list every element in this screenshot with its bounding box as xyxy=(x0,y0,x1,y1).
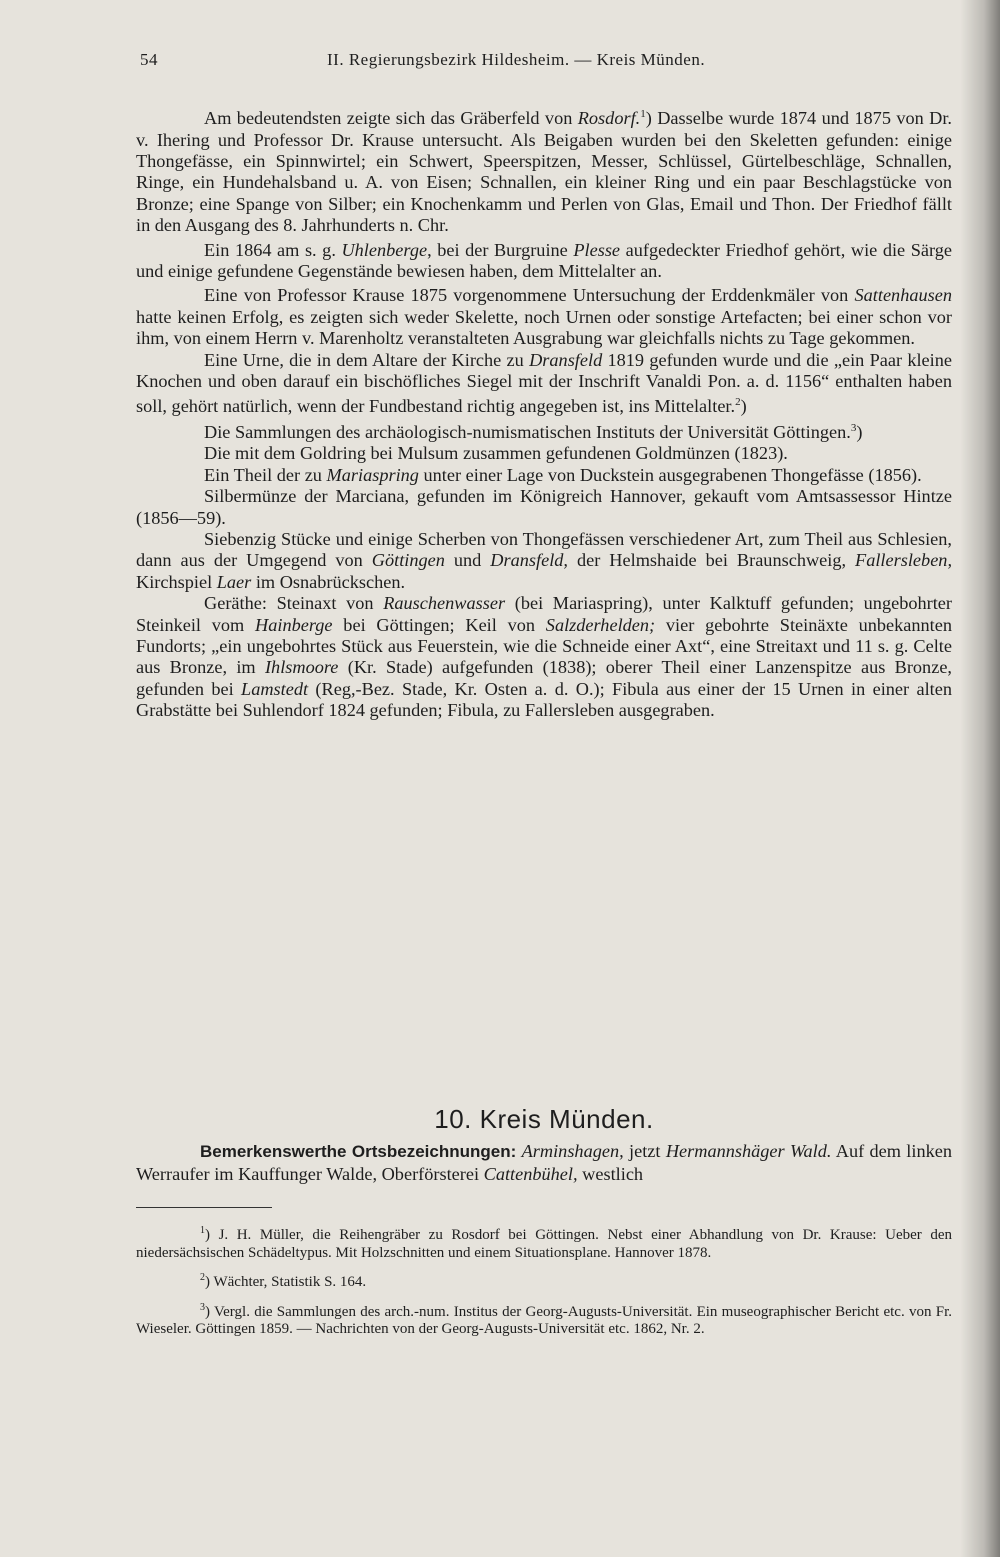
main-text xyxy=(136,104,952,722)
footnote-rule xyxy=(136,1207,272,1208)
text-span: Silbermünze der Marciana, gefunden im Königreich Hannover, gekauft vom Amtsassessor Hintze (1856—59). xyxy=(136,486,952,528)
place-name: Rosdorf. xyxy=(577,108,641,129)
footnote-ref: 1 xyxy=(640,108,646,120)
text-span: (Kr. Stade) aufgefunden (1838); oberer Theil einer Lanzenspitze aus Bronze, gefunden bei xyxy=(136,657,952,699)
page-edge-shadow xyxy=(960,0,1000,1557)
footnote-mark: 2 xyxy=(200,1272,205,1283)
footnote-mark: 3 xyxy=(200,1301,205,1313)
text-span: , bei der Burgruine xyxy=(427,239,574,260)
footnote-text: ) J. H. Müller, die Reihengräber zu Rosdorf bei Göttingen. Nebst einer Abhandlung von Dr. Krause: Ueber den niedersächsischen Schädeltypus. Mit Holzschnitten und einem Situationsplane. Hannover 1878. xyxy=(136,1227,952,1261)
place-name: Dransfeld xyxy=(529,349,603,370)
text-span: Die Sammlungen des archäologisch-numismatischen Instituts der Universität Göttingen. xyxy=(204,421,851,442)
footnote-2 xyxy=(136,1269,952,1292)
running-title: II. Regierungsbezirk Hildesheim. — Kreis Münden. xyxy=(327,50,706,69)
text-span: ) xyxy=(856,421,863,442)
paragraph-sattenhausen xyxy=(136,285,952,349)
place-name: Göttingen xyxy=(371,550,445,571)
place-name: Sattenhausen xyxy=(854,285,952,306)
section-heading: 10. Kreis Münden. xyxy=(434,1104,654,1134)
footnote-ref: 2 xyxy=(735,396,741,409)
text-span: aufgedeckter Friedhof gehört, wie die Särge und einige gefundene Gegenstände bewiesen haben, dem Mittelalter an. xyxy=(136,239,953,281)
paragraph-dransfeld xyxy=(136,350,952,418)
text-span: vier gebohrte Steinäxte unbekannten Fundorts; „ein ungebohrtes Stück aus Feuerstein, wie die Schneide einer Axt“, eine Streitaxt und 11 s. g. Celte aus Bronze, im xyxy=(136,614,953,678)
place-name: Ihlsmoore xyxy=(264,657,339,678)
text-span: im Osnabrückschen. xyxy=(251,571,406,592)
footnote-mark: 1 xyxy=(200,1225,205,1236)
text-span: Eine von Professor Krause 1875 vorgenommene Untersuchung der Erddenkmäler von xyxy=(204,285,855,306)
place-name: Uhlenberge xyxy=(341,239,428,260)
place-name: Laer xyxy=(216,571,252,592)
footnotes xyxy=(136,1222,952,1346)
place-name: Hainberge xyxy=(255,614,333,635)
text-span: ) Dasselbe wurde 1874 und 1875 von Dr. v. Ihering und Professor Dr. Krause untersucht. Als Beigaben wurden bei den Skeletten gefunden: einige Thongefässe, ein Spinnwirtel; ein Schwert, Speerspitzen, Messer, Schlüssel, Gürtelbeschläge, Schnallen, Ringe, ein Hundehalsband u. A. von Eisen; Schnallen, ein kleiner Ring und ein paar Beschlagstücke von Bronze; eine Spange von Silber; ein Knochenkamm und Perlen von Glas, Email und Thon. Der Friedhof fällt in den Ausgang des 8. Jahrhunderts n. Chr. xyxy=(136,108,952,236)
place-name: Hermannshäger Wald. xyxy=(665,1141,832,1161)
text-span: 1819 gefunden wurde und die „ein Paar kleine Knochen und oben darauf ein bischöfliches Siegel mit der Inschrift Vanaldi Pon. a. d. 1156“ enthalten haben soll, gehört natürlich, wenn der Fundbestand richtig angegeben ist, ins Mittelalter. xyxy=(136,349,953,417)
place-name: Plesse xyxy=(573,239,621,260)
place-name: Cattenbühel, xyxy=(483,1164,578,1184)
paragraph-goldring xyxy=(136,443,952,464)
section-body xyxy=(136,1140,952,1186)
page-number: 54 xyxy=(140,50,158,69)
footnote-3 xyxy=(136,1299,952,1339)
text-span: Die mit dem Goldring bei Mulsum zusammen gefundenen Goldmünzen (1823). xyxy=(204,443,788,464)
text-span: Am bedeutendsten zeigte sich das Gräberfeld von xyxy=(204,108,578,129)
page-header xyxy=(140,50,950,76)
text-span: Auf dem linken Werraufer im Kauffunger Walde, Oberförsterei xyxy=(136,1141,952,1184)
paragraph-mariaspring xyxy=(136,465,952,486)
text-span: unter einer Lage von Duckstein ausgegrabenen Thongefässe (1856). xyxy=(418,464,922,485)
place-name: Rauschenwasser xyxy=(383,593,506,614)
text-span: (Reg,-Bez. Stade, Kr. Osten a. d. O.); Fibula aus einer der 15 Urnen in einer alten Grabstätte bei Suhlendorf 1824 gefunden; Fibula, zu Fallersleben ausgegraben. xyxy=(136,678,952,721)
place-name: Mariaspring xyxy=(326,464,419,485)
place-name: Dransfeld, xyxy=(490,550,568,571)
paragraph-siebenzig xyxy=(136,529,952,593)
paragraph-silbermuenze xyxy=(136,486,952,529)
text-span: hatte keinen Erfolg, es zeigten sich weder Skelette, noch Urnen oder sonstige Artefacten; bei einer schon vor ihm, von einem Herrn v. Marenholtz veranstalteten Ausgrabung war gleichfalls nichts zu Tage gekommen. xyxy=(136,306,952,349)
text-span: Eine Urne, die in dem Altare der Kirche zu xyxy=(204,349,530,370)
text-span: Siebenzig Stücke und einige Scherben von Thongefässen verschiedener Art, zum Theil aus Schlesien, dann aus der Umgegend von xyxy=(136,529,952,571)
place-name: Lamstedt xyxy=(241,678,309,699)
text-span: Ein Theil der zu xyxy=(204,464,327,485)
footnote-1 xyxy=(136,1222,952,1262)
footnote-ref: 3 xyxy=(850,421,857,434)
text-span: der Helmshaide bei Braunschweig, xyxy=(568,550,856,571)
text-span: ) xyxy=(740,396,747,417)
text-span: und xyxy=(444,550,491,571)
footnote-text: ) Wächter, Statistik S. 164. xyxy=(205,1274,367,1290)
section-paragraph xyxy=(136,1140,952,1186)
place-name: Fallersleben, xyxy=(855,550,953,571)
text-span: jetzt xyxy=(623,1141,666,1161)
text-span: Geräthe: Steinaxt von xyxy=(204,593,384,614)
section-label: Bemerkenswerthe Ortsbezeichnungen: xyxy=(200,1142,517,1161)
paragraph-sammlungen xyxy=(136,418,952,444)
place-name: Arminshagen, xyxy=(521,1141,624,1161)
text-span: westlich xyxy=(577,1164,644,1184)
place-name: Salzderhelden; xyxy=(545,614,656,635)
text-span: Ein 1864 am s. g. xyxy=(204,239,342,260)
paragraph-uhlenberge xyxy=(136,240,952,283)
footnote-text: ) Vergl. die Sammlungen des arch.-num. Institus der Georg-Augusts-Universität. Ein museographischer Bericht etc. von Fr. Wieseler. Göttingen 1859. — Nachrichten von der Georg-Augusts-Universität etc. 1862, Nr. 2. xyxy=(136,1303,952,1337)
text-span: (bei Mariaspring), unter Kalktuff gefunden; ungebohrter Steinkeil vom xyxy=(136,593,952,635)
paragraph-rosdorf xyxy=(136,104,952,237)
text-span: bei Göttingen; Keil von xyxy=(332,614,546,635)
text-span: Kirchspiel xyxy=(136,571,217,592)
paragraph-geraethe xyxy=(136,593,952,721)
